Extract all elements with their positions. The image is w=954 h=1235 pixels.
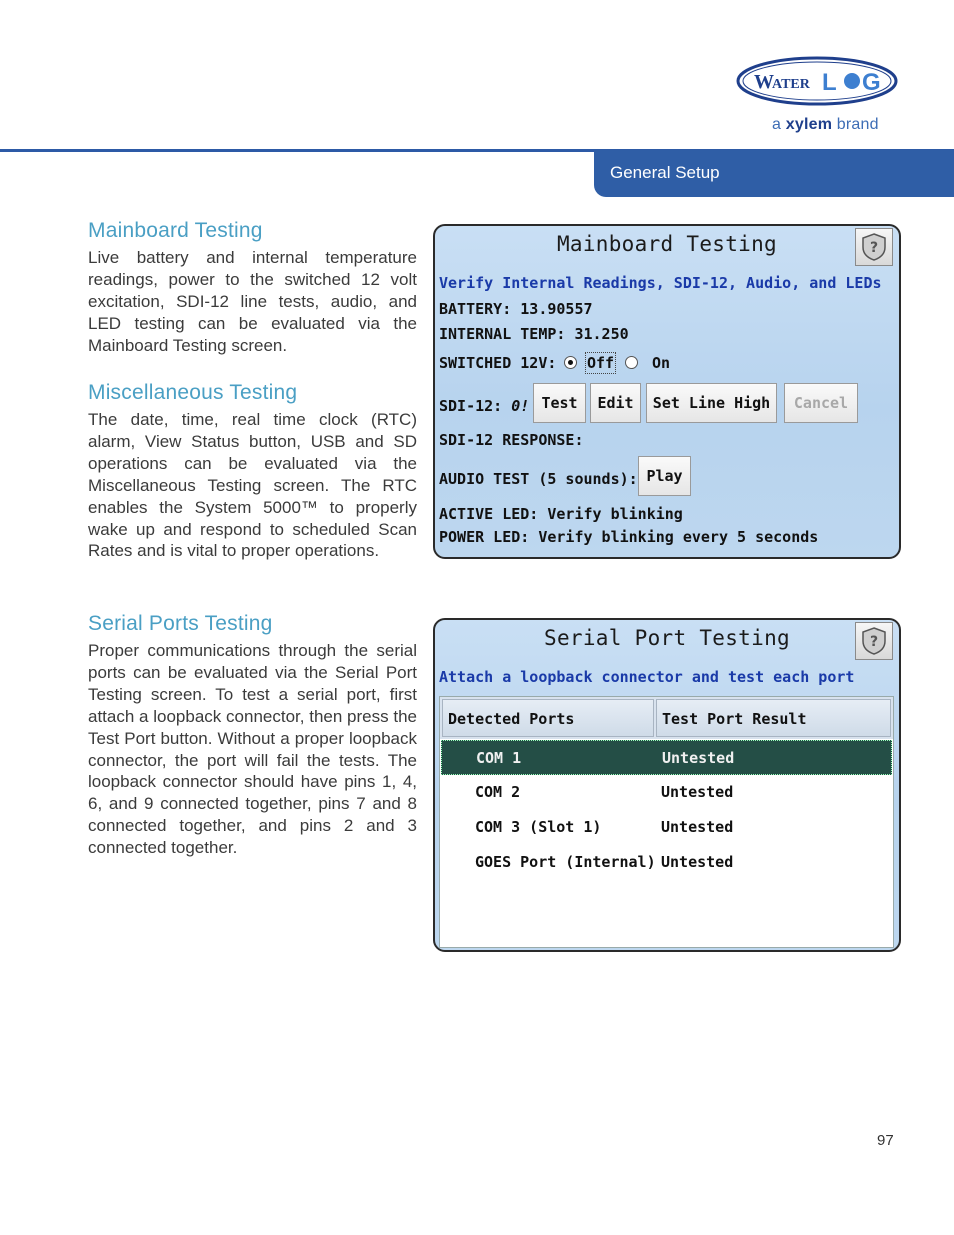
section-heading: Mainboard Testing [88,219,263,242]
screen-title: Serial Port Testing [544,626,790,650]
help-shield-icon [861,627,887,655]
column-test-result[interactable]: Test Port Result [656,699,891,737]
audio-test-label: AUDIO TEST (5 sounds): [439,470,638,488]
section-body: Proper communications through the serial ports can be evaluated via the Serial Port Testing screen. To test a serial port, first attach a loopback connector, then press the Test Port button. Without a proper loopback connector, the port will fail the tests. The loopback connector should have pins 1, 4, 6, and 9 connected together, pins 7 and 8 connected together, and pins 2 and 3 connected together. [88,641,417,858]
section-body: The date, time, real time clock (RTC) alarm, View Status button, USB and SD operations can be evaluated via the Miscellaneous Testing screen. The RTC enables the System 5000™ to properly wake up and respond to scheduled Scan Rates and is vital to proper operations. [88,410,417,561]
port-cell: GOES Port (Internal) [475,853,656,871]
switched-12v-label: SWITCHED 12V: [439,354,557,372]
screen-subtitle: Attach a loopback connector and test each port [439,668,855,686]
section-tab: General Setup [594,150,954,197]
serial-port-testing-screenshot [433,618,901,952]
svg-text:?: ? [869,240,879,256]
sdi-test-button[interactable]: Test [533,383,586,423]
switched-off-radio[interactable] [564,356,577,369]
port-cell: COM 2 [475,783,521,801]
sdi-edit-button[interactable]: Edit [590,383,641,423]
section-misc-testing [88,381,417,562]
help-button[interactable] [855,228,893,266]
sdi-cancel-button[interactable]: Cancel [784,383,858,423]
power-led-instruction: POWER LED: Verify blinking every 5 seconds [439,528,819,546]
help-shield-icon [861,233,887,261]
internal-temp-reading: INTERNAL TEMP: 31.250 [439,325,629,343]
table-row[interactable] [441,810,892,845]
help-button[interactable] [855,622,893,660]
port-cell: COM 1 [476,749,522,767]
mainboard-testing-screenshot [433,224,901,559]
switched-off-label[interactable]: Off [587,354,615,372]
switched-on-radio[interactable] [625,356,638,369]
result-cell: Untested [662,749,735,767]
waterlog-logo [736,56,898,106]
ports-table [439,696,894,948]
svg-text:G: G [862,69,881,96]
svg-text:ATER: ATER [772,77,810,92]
set-line-high-button[interactable]: Set Line High [646,383,777,423]
table-row[interactable] [441,740,892,775]
active-led-instruction: ACTIVE LED: Verify blinking [439,505,683,523]
result-cell: Untested [661,853,734,871]
result-cell: Untested [661,818,734,836]
svg-text:?: ? [869,634,879,650]
page-number: 97 [877,1132,894,1149]
section-mainboard-testing [88,219,417,357]
table-row[interactable] [441,845,892,880]
svg-text:L: L [822,69,837,96]
svg-text:W: W [754,71,774,93]
sdi12-response-label: SDI-12 RESPONSE: [439,431,584,449]
sdi12-label: SDI-12: 0! [439,397,530,415]
screen-title: Mainboard Testing [556,232,778,256]
section-heading: Miscellaneous Testing [88,381,298,404]
sdi12-address: 0! [511,397,530,415]
section-body: Live battery and internal temperature readings, power to the switched 12 volt excitation, SDI-12 line tests, audio, and LED testing can be evaluated via the Mainboard Testing screen. [88,248,417,355]
section-serial-testing [88,612,417,859]
result-cell: Untested [661,783,734,801]
brand-tagline: a xylem brand [772,116,879,133]
column-detected-ports[interactable]: Detected Ports [442,699,654,737]
section-heading: Serial Ports Testing [88,612,273,635]
audio-play-button[interactable]: Play [638,456,691,496]
screen-subtitle: Verify Internal Readings, SDI-12, Audio, and LEDs [439,274,882,292]
table-row[interactable] [441,775,892,810]
port-cell: COM 3 (Slot 1) [475,818,602,836]
switched-on-label[interactable]: On [652,354,671,372]
battery-reading: BATTERY: 13.90557 [439,300,593,318]
table-header [440,697,893,739]
